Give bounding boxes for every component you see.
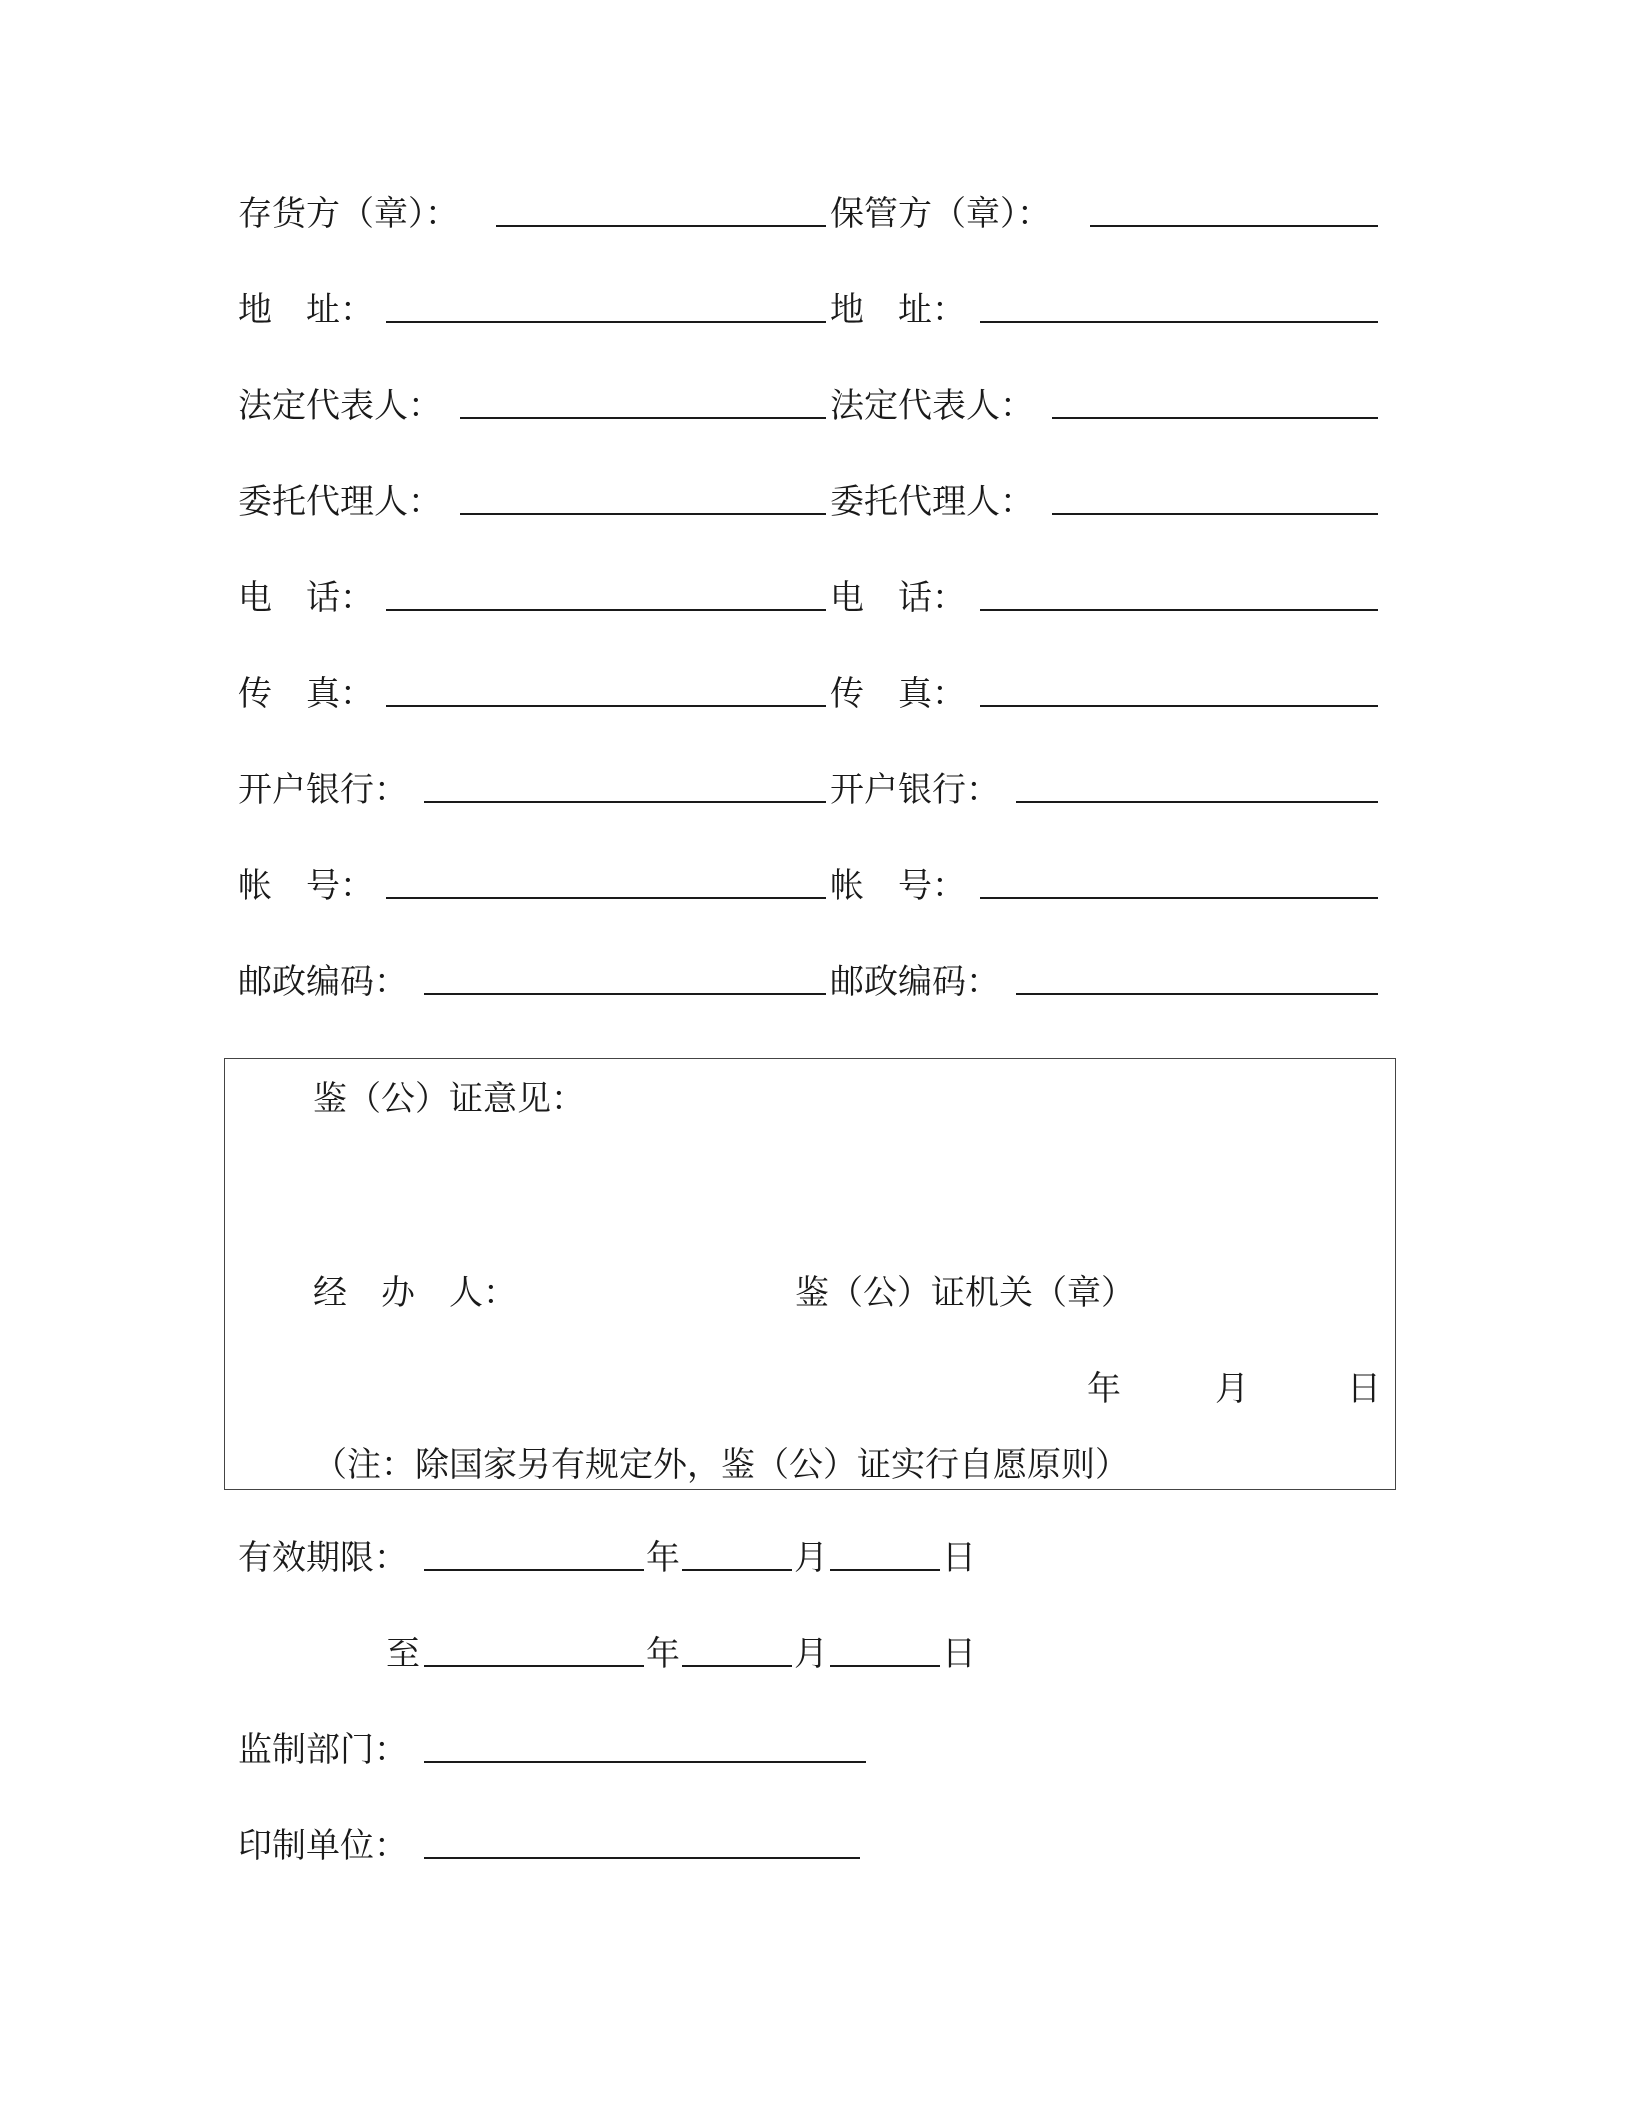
- depositor-bank-field[interactable]: [424, 801, 826, 803]
- depositor-postcode-field[interactable]: [424, 993, 826, 995]
- supervisor-row: [0, 1722, 1632, 1778]
- depositor-phone-field[interactable]: [386, 609, 826, 611]
- depositor-address-field[interactable]: [386, 321, 826, 323]
- notary-handler-label: 经 办 人：: [313, 1273, 517, 1313]
- validity-from-month-unit: 月: [794, 1538, 828, 1578]
- fax-row: [0, 666, 1632, 722]
- depositor-legal-rep-field[interactable]: [460, 417, 826, 419]
- custodian-account-label: 帐 号：: [830, 866, 966, 906]
- depositor-fax-field[interactable]: [386, 705, 826, 707]
- notary-note: （注：除国家另有规定外，鉴（公）证实行自愿原则）: [313, 1445, 1129, 1485]
- depositor-seal-field[interactable]: [496, 225, 826, 227]
- custodian-address-field[interactable]: [980, 321, 1378, 323]
- validity-to-year-field[interactable]: [424, 1665, 644, 1667]
- validity-to-label: 至: [386, 1634, 420, 1674]
- custodian-agent-label: 委托代理人：: [830, 482, 1034, 522]
- notary-opinion-box: [224, 1058, 1396, 1490]
- custodian-legal-rep-label: 法定代表人：: [830, 386, 1034, 426]
- validity-from-day-unit: 日: [942, 1538, 976, 1578]
- validity-from-year-unit: 年: [646, 1538, 680, 1578]
- depositor-account-field[interactable]: [386, 897, 826, 899]
- validity-to-day-field[interactable]: [830, 1665, 940, 1667]
- agent-row: [0, 474, 1632, 530]
- seal-row: [0, 186, 1632, 242]
- depositor-fax-label: 传 真：: [238, 674, 374, 714]
- notary-date-day: 日: [1347, 1369, 1381, 1409]
- supervisor-field[interactable]: [424, 1761, 866, 1763]
- validity-from-day-field[interactable]: [830, 1569, 940, 1571]
- depositor-agent-field[interactable]: [460, 513, 826, 515]
- validity-to-row: [0, 1626, 1632, 1682]
- custodian-account-field[interactable]: [980, 897, 1378, 899]
- bank-row: [0, 762, 1632, 818]
- notary-opinion-label: 鉴（公）证意见：: [313, 1079, 585, 1119]
- address-row: [0, 282, 1632, 338]
- custodian-phone-label: 电 话：: [830, 578, 966, 618]
- validity-to-month-unit: 月: [794, 1634, 828, 1674]
- validity-to-year-unit: 年: [646, 1634, 680, 1674]
- custodian-fax-field[interactable]: [980, 705, 1378, 707]
- validity-to-day-unit: 日: [942, 1634, 976, 1674]
- notary-date-month: 月: [1215, 1369, 1249, 1409]
- notary-authority-seal-label: 鉴（公）证机关（章）: [795, 1273, 1135, 1313]
- depositor-legal-rep-label: 法定代表人：: [238, 386, 442, 426]
- depositor-postcode-label: 邮政编码：: [238, 962, 408, 1002]
- account-row: [0, 858, 1632, 914]
- depositor-seal-label: 存货方（章）：: [238, 194, 459, 234]
- supervisor-label: 监制部门：: [238, 1730, 408, 1770]
- custodian-seal-field[interactable]: [1090, 225, 1378, 227]
- printer-row: [0, 1818, 1632, 1874]
- custodian-legal-rep-field[interactable]: [1052, 417, 1378, 419]
- phone-row: [0, 570, 1632, 626]
- depositor-account-label: 帐 号：: [238, 866, 374, 906]
- custodian-agent-field[interactable]: [1052, 513, 1378, 515]
- depositor-agent-label: 委托代理人：: [238, 482, 442, 522]
- custodian-seal-label: 保管方（章）：: [830, 194, 1051, 234]
- validity-to-month-field[interactable]: [682, 1665, 792, 1667]
- custodian-phone-field[interactable]: [980, 609, 1378, 611]
- custodian-postcode-field[interactable]: [1016, 993, 1378, 995]
- validity-label: 有效期限：: [238, 1538, 408, 1578]
- postcode-row: [0, 954, 1632, 1010]
- custodian-postcode-label: 邮政编码：: [830, 962, 1000, 1002]
- depositor-bank-label: 开户银行：: [238, 770, 408, 810]
- custodian-bank-label: 开户银行：: [830, 770, 1000, 810]
- custodian-address-label: 地 址：: [830, 290, 966, 330]
- legal-rep-row: [0, 378, 1632, 434]
- printer-field[interactable]: [424, 1857, 860, 1859]
- validity-from-row: [0, 1530, 1632, 1586]
- validity-from-month-field[interactable]: [682, 1569, 792, 1571]
- printer-label: 印制单位：: [238, 1826, 408, 1866]
- custodian-fax-label: 传 真：: [830, 674, 966, 714]
- notary-date-year: 年: [1087, 1369, 1121, 1409]
- custodian-bank-field[interactable]: [1016, 801, 1378, 803]
- validity-from-year-field[interactable]: [424, 1569, 644, 1571]
- depositor-phone-label: 电 话：: [238, 578, 374, 618]
- depositor-address-label: 地 址：: [238, 290, 374, 330]
